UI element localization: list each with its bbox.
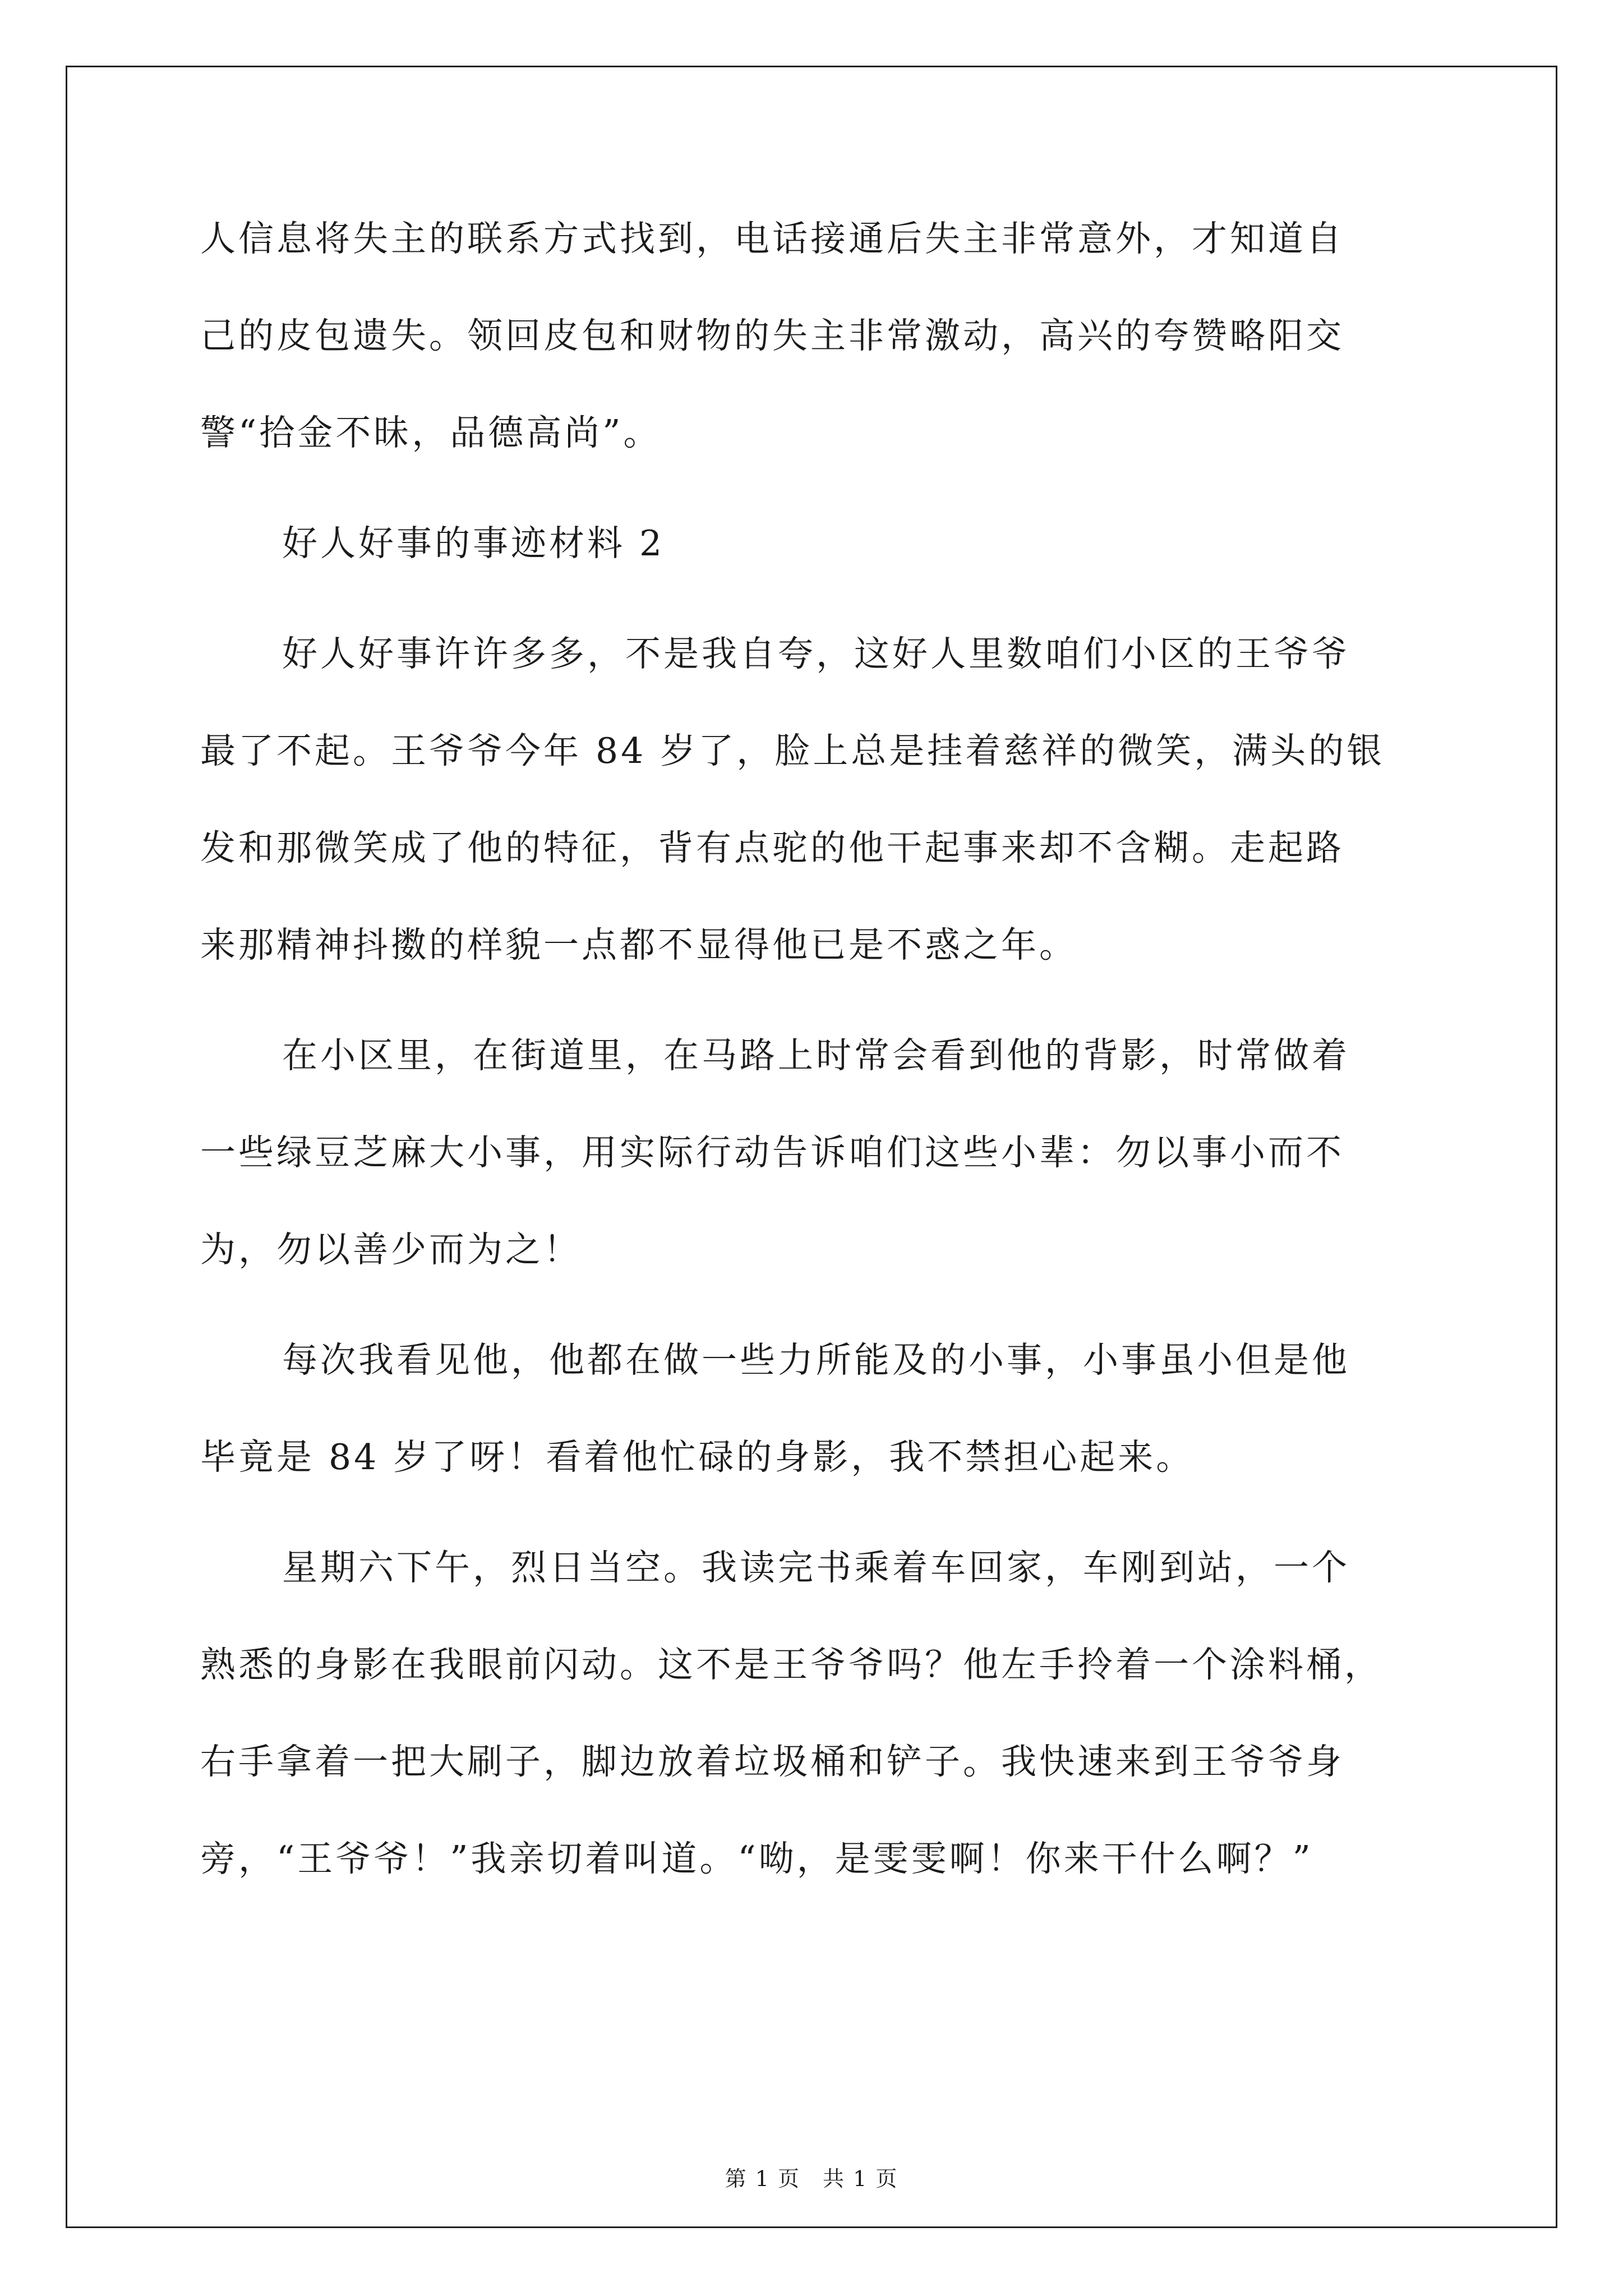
text-line: 发和那微笑成了他的特征，背有点驼的他干起事来却不含糊。走起路 [200, 827, 1344, 868]
text-line: 为，勿以善少而为之！ [200, 1229, 582, 1270]
text-line: 旁，“王爷爷！”我亲切着叫道。“呦，是雯雯啊！你来干什么啊？” [200, 1838, 1313, 1879]
text-line: 人信息将失主的联系方式找到，电话接通后失主非常意外，才知道自 [200, 218, 1344, 259]
text-line: 在小区里，在街道里，在马路上时常会看到他的背影，时常做着 [282, 1035, 1350, 1076]
text-line: 每次我看见他，他都在做一些力所能及的小事，小事虽小但是他 [282, 1340, 1350, 1381]
section-heading: 好人好事的事迹材料 2 [282, 523, 665, 564]
text-line: 右手拿着一把大刷子，脚边放着垃圾桶和铲子。我快速来到王爷爷身 [200, 1741, 1344, 1782]
text-line: 己的皮包遗失。领回皮包和财物的失主非常激动，高兴的夸赞略阳交 [200, 315, 1344, 356]
page-footer: 第 1 页 共 1 页 [725, 2166, 898, 2191]
text-line: 毕竟是 84 岁了呀！看着他忙碌的身影，我不禁担心起来。 [200, 1437, 1195, 1478]
text-line: 来那精神抖擞的样貌一点都不显得他已是不惑之年。 [200, 924, 1077, 965]
text-line: 警“拾金不昧，品德高尚”。 [200, 412, 662, 453]
document-body [200, 216, 1423, 1882]
text-line: 最了不起。王爷爷今年 84 岁了，脸上总是挂着慈祥的微笑，满头的银 [200, 730, 1385, 771]
text-line: 熟悉的身影在我眼前闪动。这不是王爷爷吗？他左手拎着一个涂料桶， [200, 1644, 1382, 1685]
text-line: 好人好事许许多多，不是我自夸，这好人里数咱们小区的王爷爷 [282, 633, 1350, 674]
text-line: 一些绿豆芝麻大小事，用实际行动告诉咱们这些小辈：勿以事小而不 [200, 1132, 1344, 1173]
text-line: 星期六下午，烈日当空。我读完书乘着车回家，车刚到站，一个 [282, 1547, 1350, 1588]
